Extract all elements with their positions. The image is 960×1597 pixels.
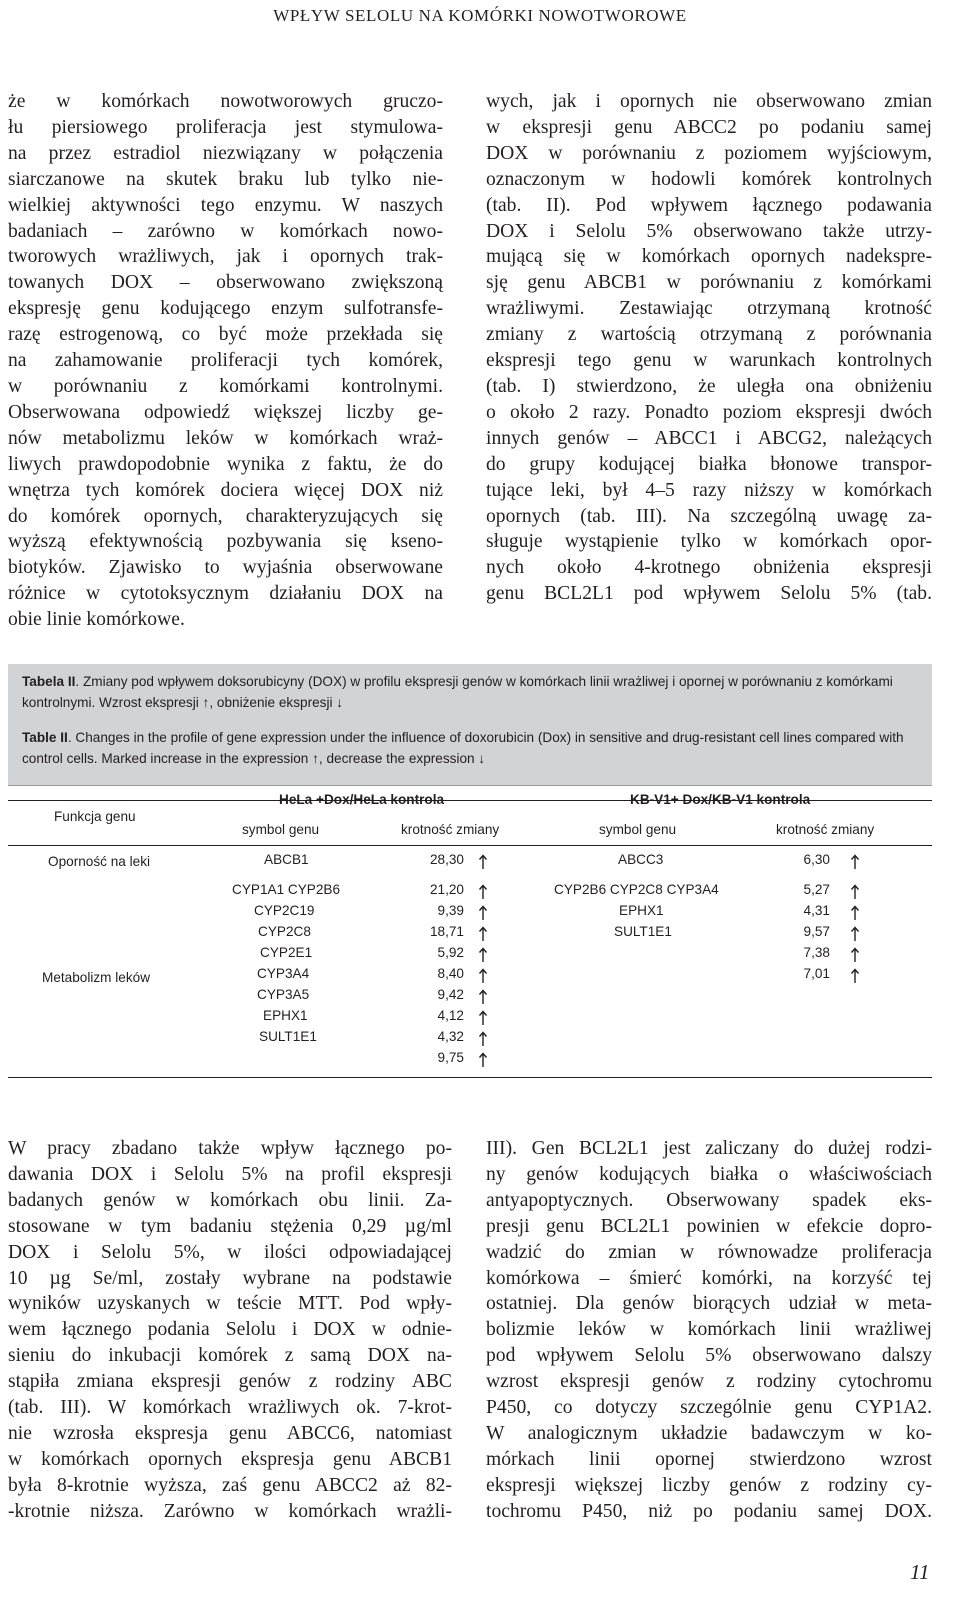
text-line: wyników uzyskanych w teście MTT. Pod wpły-: [8, 1293, 452, 1315]
text-line: III). Gen BCL2L1 jest zaliczany do dużej rodzi-: [486, 1138, 932, 1159]
increase-arrow-icon: [478, 926, 488, 942]
subheader-fold: krotność zmiany: [401, 822, 500, 837]
text-line: ostatniej. Dla genów biorących udział w meta-: [486, 1293, 932, 1315]
text-line: łu piersiowego proliferacja jest stymulowa-: [8, 116, 443, 138]
text-line: opornych (tab. III). Na szczególną uwagę za-: [486, 505, 932, 527]
body-text-bottom-left: [8, 1136, 452, 1525]
text-line: biotyków. Zjawisko to wyjaśnia obserwowane: [8, 557, 443, 579]
text-line: -krotnie niższa. Zarówno w komórkach wrażli-: [8, 1500, 452, 1522]
gene-symbol: EPHX1: [263, 1008, 308, 1023]
gene-symbol: CYP3A4: [257, 966, 310, 981]
fold-value: 9,57: [803, 924, 830, 939]
text-line: ny genów kodujących białka o właściwościach: [486, 1163, 932, 1185]
text-line: W analogicznym układzie badawczym w ko-: [486, 1422, 932, 1444]
text-line: genu BCL2L1 pod wpływem Selolu 5% (tab.: [486, 583, 932, 605]
text-line: antyapoptycznych. Obserwowany spadek eks-: [486, 1189, 932, 1211]
text-line: (tab. III). W komórkach wrażliwych ok. 7-krot-: [8, 1397, 452, 1419]
text-line: wzrost ekspresji genów z rodziny cytochromu: [486, 1371, 932, 1393]
running-title: WPŁYW SELOLU NA KOMÓRKI NOWOTWOROWE: [273, 6, 687, 25]
text-line: towanych DOX – obserwowano zwiększoną: [8, 272, 443, 294]
fold-value: 5,27: [803, 882, 830, 897]
text-line: W pracy zbadano także wpływ łącznego po-: [8, 1138, 452, 1159]
increase-arrow-icon: [478, 854, 488, 870]
gene-symbol: CYP1A1 CYP2B6: [232, 882, 341, 897]
text-line: DOX i Selolu 5% obserwowano także utrzy-: [486, 220, 932, 242]
text-line: wyższą efektywnością pozbywania się kseno-: [8, 531, 443, 553]
increase-arrow-icon: [850, 905, 860, 921]
increase-arrow-icon: [850, 854, 860, 870]
fold-value: 18,71: [429, 924, 464, 939]
subheader-symbol: symbol genu: [242, 822, 320, 837]
gene-symbol: SULT1E1: [259, 1029, 317, 1044]
text-line: nych około 4-krotnego obniżenia ekspresji: [486, 557, 932, 579]
increase-arrow-icon: [850, 968, 860, 984]
fold-value: 5,92: [437, 945, 464, 960]
text-line: komórkowa – śmierć komórki, na korzyść tej: [486, 1267, 932, 1289]
text-line: tworowych wrażliwych, jak i opornych trak-: [8, 246, 443, 268]
text-line: była 8-krotnie wyższa, zaś genu ABCC2 aż 82-: [8, 1474, 452, 1496]
caption-text-en: . Changes in the profile of gene expression under the influence of doxorubicin (Dox) in sensitive and drug-resistant cell lines compared with control cells. Marked increase in the expression ↑, decrease the expression ↓: [22, 730, 904, 766]
text-line: nie wzrosła ekspresja genu ABCC6, natomiast: [8, 1422, 452, 1444]
text-line: wielkiej aktywności tego enzymu. W naszych: [8, 194, 443, 216]
fold-value: 9,75: [437, 1050, 464, 1065]
fold-value: 4,32: [437, 1029, 464, 1044]
text-line: presji genu BCL2L1 powinien w efekcie dopro-: [486, 1215, 932, 1237]
caption-english: [22, 727, 922, 769]
row-function-metabolism: Metabolizm leków: [42, 970, 151, 985]
text-line: badanych genów w komórkach obu linii. Za-: [8, 1189, 452, 1211]
increase-arrow-icon: [478, 1031, 488, 1047]
text-line: liwych prawdopodobnie wynika z faktu, że do: [8, 453, 443, 475]
fold-value: 4,12: [437, 1008, 464, 1023]
fold-value: 6,30: [803, 852, 830, 867]
text-line: badaniach – zarówno w komórkach nowo-: [8, 220, 443, 242]
gene-symbol: EPHX1: [619, 903, 664, 918]
text-line: że w komórkach nowotworowych gruczo-: [8, 91, 443, 112]
text-line: sługuje wystąpienie tylko w komórkach opor-: [486, 531, 932, 553]
gene-symbol: CYP2E1: [260, 945, 313, 960]
gene-symbol: CYP2C8: [258, 924, 311, 939]
text-line: o około 2 razy. Ponadto poziom ekspresji dwóch: [486, 401, 932, 423]
table-caption: [8, 664, 932, 786]
fold-value: 7,38: [803, 945, 830, 960]
body-text-bottom-right: [486, 1136, 932, 1525]
fold-value: 7,01: [803, 966, 830, 981]
text-line: w komórkach opornych ekspresja genu ABCB1: [8, 1448, 452, 1470]
gene-symbol: CYP2B6 CYP2C8 CYP3A4: [554, 882, 719, 897]
text-line: wadzić do zmian w równowadze proliferacja: [486, 1241, 932, 1263]
text-line: różnice w cytotoksycznym działaniu DOX na: [8, 583, 443, 605]
text-line: tujące leki, był 4–5 razy niższy w komórkach: [486, 479, 932, 501]
caption-label-pl: Tabela II: [22, 674, 76, 689]
text-line: na zahamowanie proliferacji tych komórek,: [8, 350, 443, 372]
text-line: (tab. II). Pod wpływem łącznego podawania: [486, 194, 932, 216]
text-line: Obserwowana odpowiedź większej liczby ge-: [8, 401, 443, 423]
text-line: ekspresji tego genu w warunkach kontrolnych: [486, 350, 932, 372]
caption-label-en: Table II: [22, 730, 68, 745]
text-line: ekspresję genu kodującego enzym sulfotransfe-: [8, 298, 443, 320]
caption-text-pl: . Zmiany pod wpływem doksorubicyny (DOX) w profilu ekspresji genów w komórkach linii wrażliwej i opornej w porównaniu z komórkami kontrolnymi. Wzrost ekspresji ↑, obniżenie ekspresji ↓: [22, 674, 893, 710]
increase-arrow-icon: [850, 947, 860, 963]
increase-arrow-icon: [478, 947, 488, 963]
body-text-top-left: [8, 89, 443, 633]
text-line: w ekspresji genu ABCC2 po podaniu samej: [486, 116, 932, 138]
text-line: bolizmie leków w komórkach linii wrażliwej: [486, 1319, 932, 1341]
subheader-fold: krotność zmiany: [776, 822, 875, 837]
increase-arrow-icon: [478, 1052, 488, 1068]
gene-expression-table: [8, 792, 932, 1094]
text-line: (tab. I) stwierdzono, że uległa ona obniżeniu: [486, 375, 932, 397]
body-text-top-right: [486, 89, 932, 607]
text-line: P450, co dotyczy szczególnie genu CYP1A2.: [486, 1397, 932, 1419]
increase-arrow-icon: [850, 926, 860, 942]
row-function-resistance: Oporność na leki: [48, 854, 151, 869]
text-line: stąpiła zmiana ekspresji genów z rodziny ABC: [8, 1371, 452, 1393]
text-line: w porównaniu z komórkami kontrolnymi.: [8, 375, 443, 397]
increase-arrow-icon: [478, 1010, 488, 1026]
text-line: wem łącznego podania Selolu i DOX w odnie-: [8, 1319, 452, 1341]
text-line: na przez estradiol niezwiązany w połączenia: [8, 142, 443, 164]
text-line: wrażliwymi. Zestawiając otrzymaną krotność: [486, 298, 932, 320]
gene-symbol: CYP2C19: [254, 903, 315, 918]
page-number: 11: [910, 1560, 930, 1584]
gene-symbol: ABCB1: [264, 852, 309, 867]
fold-value: 9,39: [437, 903, 464, 918]
caption-polish: [22, 671, 922, 713]
text-line: nów metabolizmu leków w komórkach wraż-: [8, 427, 443, 449]
fold-value: 4,31: [803, 903, 830, 918]
text-line: wnętrza tych komórek dociera więcej DOX niż: [8, 479, 443, 501]
fold-value: 9,42: [437, 987, 464, 1002]
fold-value: 21,20: [429, 882, 464, 897]
increase-arrow-icon: [478, 884, 488, 900]
increase-arrow-icon: [850, 884, 860, 900]
text-line: mórkach linii opornej stwierdzono wzrost: [486, 1448, 932, 1470]
text-line: zmiany z wartością otrzymaną z porównania: [486, 324, 932, 346]
text-line: do komórek opornych, charakteryzujących się: [8, 505, 443, 527]
text-line: 10 µg Se/ml, zostały wybrane na podstawie: [8, 1267, 452, 1289]
header-group-kbv1: KB-V1+ Dox/KB-V1 kontrola: [630, 792, 811, 807]
text-line: oznaczonym w hodowli komórek kontrolnych: [486, 168, 932, 190]
gene-symbol: ABCC3: [618, 852, 664, 867]
text-line: pod wpływem Selolu 5% obserwowano dalszy: [486, 1345, 932, 1367]
gene-symbol: CYP3A5: [257, 987, 310, 1002]
text-line: ekspresji większej liczby genów z rodziny cy-: [486, 1474, 932, 1496]
increase-arrow-icon: [478, 968, 488, 984]
text-line: wych, jak i opornych nie obserwowano zmian: [486, 91, 932, 112]
text-line: stosowane w tym badaniu stężenia 0,29 µg/ml: [8, 1215, 452, 1237]
text-line: DOX i Selolu 5%, w ilości odpowiadającej: [8, 1241, 452, 1263]
text-line: dawania DOX i Selolu 5% na profil ekspresji: [8, 1163, 452, 1185]
gene-symbol: SULT1E1: [614, 924, 672, 939]
text-line: obie linie komórkowe.: [8, 609, 185, 631]
subheader-symbol: symbol genu: [599, 822, 677, 837]
fold-value: 8,40: [437, 966, 464, 981]
fold-value: 28,30: [429, 852, 464, 867]
increase-arrow-icon: [478, 905, 488, 921]
text-line: tochromu P450, niż po podaniu samej DOX.: [486, 1500, 932, 1522]
text-line: DOX w porównaniu z poziomem wyjściowym,: [486, 142, 932, 164]
header-function: Funkcja genu: [54, 809, 136, 824]
text-line: sję genu ABCB1 w porównaniu z komórkami: [486, 272, 932, 294]
text-line: siarczanowe na skutek braku lub tylko nie-: [8, 168, 443, 190]
text-line: razę estrogenową, co być może przekłada się: [8, 324, 443, 346]
text-line: sieniu do inkubacji komórek z samą DOX na-: [8, 1345, 452, 1367]
increase-arrow-icon: [478, 989, 488, 1005]
text-line: innych genów – ABCC1 i ABCG2, należących: [486, 427, 932, 449]
text-line: do grupy kodującej białka błonowe transpor-: [486, 453, 932, 475]
text-line: mującą się w komórkach opornych nadekspre-: [486, 246, 932, 268]
header-group-hela: HeLa +Dox/HeLa kontrola: [279, 792, 445, 807]
